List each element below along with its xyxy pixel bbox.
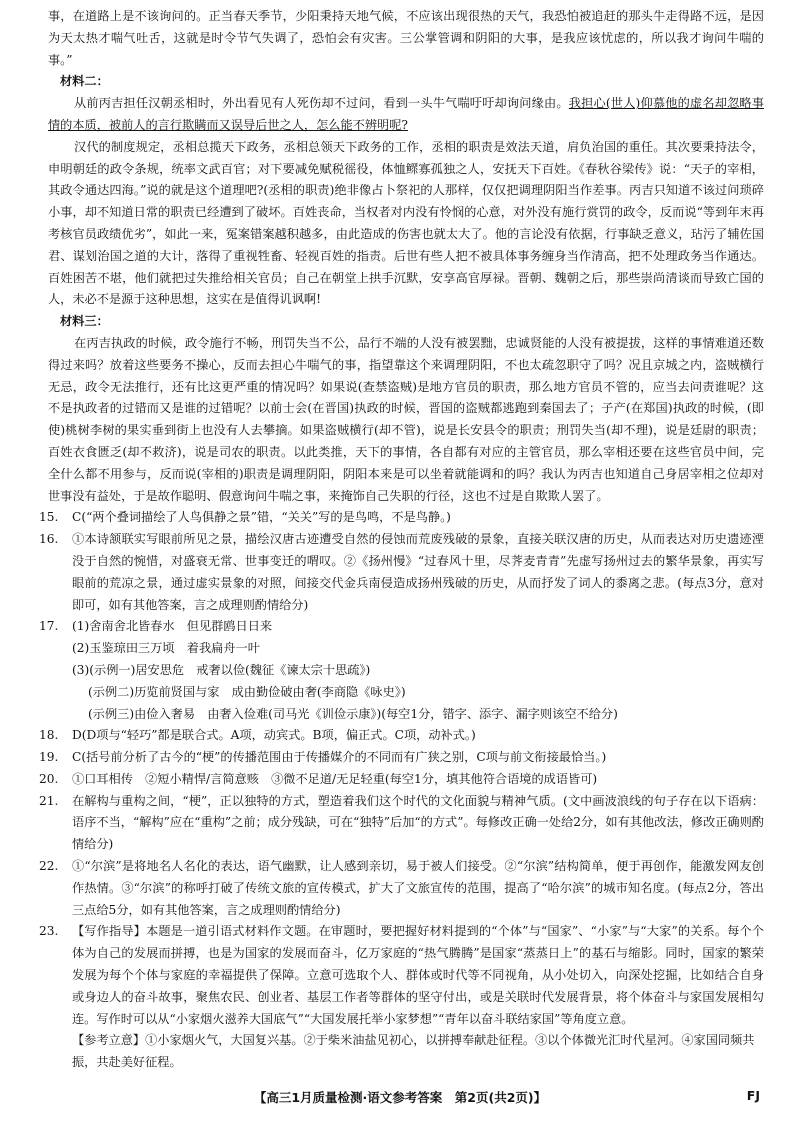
answer-text: C(“两个叠词描绘了人鸟俱静之景”错，“关关”写的是鸟鸣，不是鸟静。) — [72, 510, 451, 525]
material-3-heading: 材料三： — [60, 314, 109, 329]
page-footer — [0, 1086, 800, 1108]
reference-text: ①小家烟火气，大国复兴基。②于柴米油盐见初心，以拼搏奉献赴征程。③以个体微光汇时代星河。④家国同频共振，共赴美好征程。 — [72, 1033, 755, 1070]
answer-text: ①“尔滨”是将地名人名化的表达，语气幽默，让人感到亲切，易于被人们接受。②“尔滨”结构简单，便于再创作，能激发网友创作热情。③“尔滨”的称呼打破了传统文旅的宣传模式，扩大了文旅宣传的范围，提高了“哈尔滨”的城市知名度。(每点2分，答出三点给5分，如有其他答案，言之成理则酌情给分) — [72, 859, 764, 917]
question-number: 22. — [39, 859, 59, 874]
material-2-heading: 材料二： — [60, 74, 109, 89]
answer-page — [39, 6, 764, 1074]
question-number: 21. — [39, 793, 59, 808]
question-number: 15. — [39, 510, 59, 525]
underlined-sentence: 我担心(世人)仰慕他的虚名却忽略事情的本质，被前人的言行欺瞒而又误导后世之人，怎么能不辨明呢? — [48, 96, 764, 132]
answer-19 — [39, 747, 764, 769]
answer-15 — [39, 507, 764, 529]
answer-23-reference — [48, 1030, 764, 1074]
answer-17 — [39, 616, 764, 638]
question-number: 23. — [39, 924, 59, 939]
question-number: 19. — [39, 750, 59, 765]
answer-16 — [39, 529, 764, 616]
answer-20 — [39, 769, 764, 791]
answer-17-3a: (3)(示例一)居安思危 戒奢以俭(魏征《谏太宗十思疏》) — [72, 662, 371, 677]
footer-title: 【高三1月质量检测·语文参考答案 第2页(共2页)】 — [253, 1090, 547, 1105]
answer-17-2: (2)玉鉴琼田三万顷 着我扁舟一叶 — [72, 641, 260, 656]
answer-23-guide — [39, 921, 764, 1030]
footer-code: FJ — [746, 1088, 760, 1103]
passage-intro: 事，在道路上是不该询问的。正当春天季节，少阳秉持天地气候，不应该出现很热的天气，我恐怕被追赶的那头牛走得路不远，是因为天太热才喘气吐舌，这就是时令节气失调了，恐怕会有灾害。三公掌管调和阴阳的大事，是我应该忧虑的，所以我才询问牛喘的事。” — [48, 9, 764, 67]
material-2-paragraph-1 — [48, 93, 764, 137]
writing-guide-tag: 【写作指导】 — [72, 924, 146, 939]
writing-guide-text: 本题是一道引语式材料作文题。在审题时，要把握好材料提到的“个体”与“国家”、“小家”与“大家”的关系。每个个体为自己的发展而拼搏，也是为国家的发展而奋斗，亿万家庭的“热气腾腾”是国家“蒸蒸日上”的基石与缩影。同时，国家的繁荣发展为每个个体与家庭的幸福提供了保障。立意可选取个人、群体或时代等不同视角，从小处切入，向深处挖掘，比如结合自身或身边人的奋斗故事，聚焦农民、创业者、基层工作者等群体的坚守付出，或是关联时代发展背景，将个体奋斗与家国发展相勾连。写作时可以从“小家烟火滋养大国底气”“大国发展托举小家梦想”“青年以奋斗联结家国”等角度立意。 — [72, 924, 764, 1026]
material-2-paragraph-2: 汉代的制度规定，丞相总揽天下政务，丞相总领天下政务的工作，丞相的职责是效法天道，肩负治国的重任。其次要秉持法令，申明朝廷的政令条规，统率文武百官；对下要减免赋税徭役，体恤鳏寡孤独之人，安抚天下百姓。《春秋谷梁传》说：“天子的宰相，其政令通达四海。”说的就是这个道理吧?(丞相的职责)绝非像占卜祭祀的人那样，仅仅把调理阴阳当作差事。丙吉只知道不该过问琐碎小事，却不知道日常的职责已经遭到了破坏。百姓丧命，当权者对内没有怜悯的心意，对外没有施行赏罚的政令，反而说“等到年末再考核官员政绩优劣”，如此一来，冤案错案越积越多，由此造成的伤害也就太大了。他的言论没有依据，行事缺乏意义，玷污了辅佐国君、谋划治国之道的大计，落得了重视牲畜、轻视百姓的指责。后世有些人把不被具体事务缠身当作清高，把不处理政务当作通达。百姓困苦不堪，他们就把过失推给相关官员；自己在朝堂上拱手沉默，安享高官厚禄。晋朝、魏朝之后，那些崇尚清谈而导致亡国的人，未必不是源于这种思想，这实在是值得讥讽啊! — [48, 139, 764, 307]
answer-text: 在解构与重构之间，“梗”，正以独特的方式，塑造着我们这个时代的文化面貌与精神气质。(文中画波浪线的句子存在以下语病：语序不当，“解构”应在“重构”之前；成分残缺，可在“独特”后加“的方式”。每修改正确一处给2分，如有其他改法，修改正确则酌情给分) — [72, 793, 764, 852]
material-3-paragraph-1: 在丙吉执政的时候，政令施行不畅，刑罚失当不公，品行不端的人没有被罢黜，忠诚贤能的人没有被提拔，这样的事情难道还数得过来吗？放着这些要务不操心，反而去担心牛喘气的事，指望靠这个来调理阴阳，不也太疏忽职守了吗？况且京城之内，盗贼横行无忌，政令无法推行，还有比这更严重的情况吗？如果说(查禁盗贼)是地方官员的职责，那么地方官员不管的，应当去问责谁呢？这不是执政者的过错而又是谁的过错呢？以前士会(在晋国)执政的时候，晋国的盗贼都逃跑到秦国去了；子产(在郑国)执政的时候，(即使)桃树李树的果实垂到街上也没有人去攀摘。如果盗贼横行(却不管)，说是长安县令的职责；刑罚失当(却不理)，说是廷尉的职责；百姓衣食匮乏(却不救济)，说是司农的职责。以此类推，天下的事情，各自都有对应的主管官员，那么宰相还要在这些官员中间，完全什么都不用参与，反而说(宰相的)职责是调理阴阳，阴阳本来是可以坐着就能调和的吗？我认为丙吉也知道自己身居宰相之位却对世事没有益处，于是故作聪明、假意询问牛喘之事，来掩饰自己失职的行径，这也不过是自欺欺人罢了。 — [48, 335, 764, 503]
answer-text: C(括号前分析了古今的“梗”的传播范围由于传播媒介的不同而有广狭之别，C项与前文衔接最恰当。) — [72, 750, 607, 765]
question-number: 16. — [39, 532, 59, 547]
answer-text: D(D项与“轻巧”都是联合式。A项，动宾式。B项，偏正式。C项，动补式。) — [72, 728, 476, 743]
answer-17-3c: (示例三)由俭入奢易 由奢入俭难(司马光《训俭示康》)(每空1分，错字、添字、漏字则该空不给分) — [88, 706, 618, 721]
question-number: 20. — [39, 771, 59, 786]
answer-17-3b: (示例二)历览前贤国与家 成由勤俭破由奢(李商隐《咏史》) — [88, 684, 406, 699]
question-number: 17. — [39, 619, 59, 634]
reference-tag: 【参考立意】 — [72, 1033, 146, 1048]
answer-18 — [39, 725, 764, 747]
answer-text: ①本诗颔联实写眼前所见之景，描绘汉唐古迹遭受自然的侵蚀而荒废残破的景象，直接关联汉唐的历史，从而表达对历史遗迹湮没于自然的惋惜，对盛衰无常、世事变迁的喟叹。②《扬州慢》“过春风十里，尽荠麦青青”先虚写扬州过去的繁华景象，再实写眼前的荒凉之景，通过虚实景象的对照，间接交代金兵南侵造成扬州残破的历史，从而抒发了词人的黍离之悲。(每点3分，意对即可，如有其他答案，言之成理则酌情给分) — [72, 532, 764, 612]
answer-21 — [39, 791, 764, 856]
answer-text: ①口耳相传 ②短小精悍/言简意赅 ③微不足道/无足轻重(每空1分，填其他符合语境的成语皆可) — [72, 771, 598, 786]
question-number: 18. — [39, 728, 59, 743]
answer-17-1: (1)舍南舍北皆春水 但见群鸥日日来 — [72, 619, 273, 634]
material-2-text: 从前丙吉担任汉朝丞相时，外出看见有人死伤却不过问，看到一头牛气喘吁吁却询问缘由。 — [74, 96, 569, 111]
answer-22 — [39, 856, 764, 921]
